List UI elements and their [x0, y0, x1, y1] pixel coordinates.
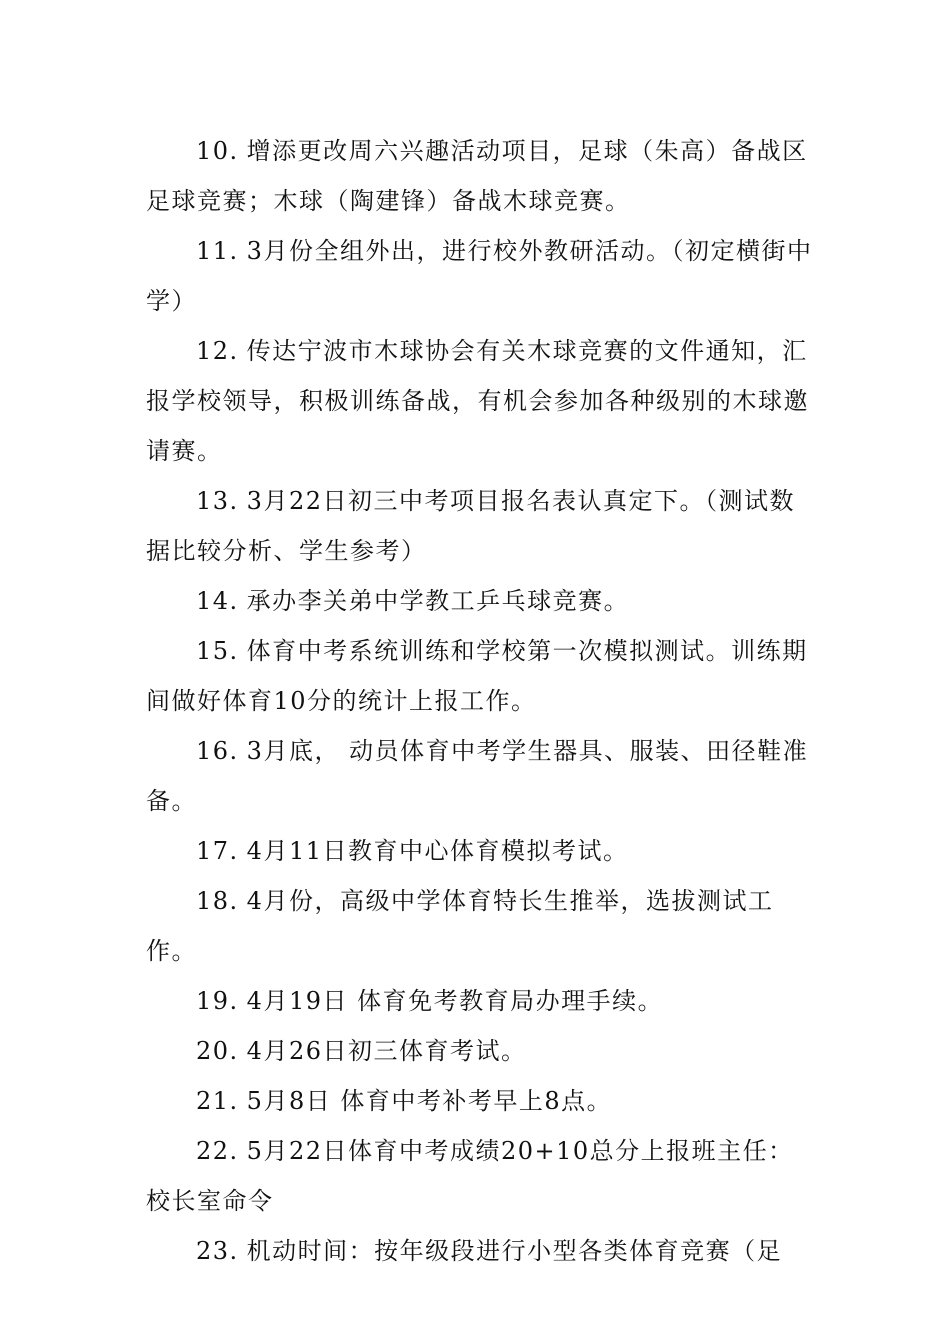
list-item — [146, 826, 816, 876]
list-item — [146, 626, 816, 726]
item-number: 20. — [196, 1037, 239, 1065]
list-item — [146, 326, 816, 476]
document-body — [146, 126, 816, 1276]
list-item — [146, 576, 816, 626]
item-text: 5月8日 体育中考补考早上8点。 — [246, 1087, 613, 1115]
item-number: 23. — [196, 1237, 239, 1265]
item-text: 5月22日体育中考成绩20+10总分上报班主任：校长室命令 — [146, 1137, 794, 1215]
item-text: 3月份全组外出，进行校外教研活动。（初定横街中学） — [146, 237, 813, 315]
list-item — [146, 226, 816, 326]
item-number: 15. — [196, 637, 239, 665]
item-number: 14. — [196, 587, 239, 615]
item-number: 16. — [196, 737, 239, 765]
item-text: 机动时间：按年级段进行小型各类体育竞赛（足 — [246, 1237, 783, 1265]
item-text: 体育中考系统训练和学校第一次模拟测试。训练期间做好体育10分的统计上报工作。 — [146, 637, 808, 715]
list-item — [146, 1226, 816, 1276]
list-item — [146, 1126, 816, 1226]
item-number: 22. — [196, 1137, 239, 1165]
item-number: 13. — [196, 487, 239, 515]
item-number: 21. — [196, 1087, 239, 1115]
item-number: 11. — [196, 237, 239, 265]
item-text: 传达宁波市木球协会有关木球竞赛的文件通知，汇报学校领导，积极训练备战，有机会参加各种级别的木球邀请赛。 — [146, 337, 809, 465]
item-text: 承办李关弟中学教工乒乓球竞赛。 — [246, 587, 630, 615]
item-number: 10. — [196, 137, 239, 165]
list-item — [146, 126, 816, 226]
item-text: 增添更改周六兴趣活动项目，足球（朱高）备战区足球竞赛；木球（陶建锋）备战木球竞赛。 — [146, 137, 808, 215]
item-text: 4月份，高级中学体育特长生推举，选拔测试工作。 — [146, 887, 774, 965]
item-text: 4月26日初三体育考试。 — [246, 1037, 527, 1065]
list-item — [146, 976, 816, 1026]
item-number: 17. — [196, 837, 239, 865]
list-item — [146, 1026, 816, 1076]
item-number: 18. — [196, 887, 239, 915]
item-text: 3月22日初三中考项目报名表认真定下。（测试数据比较分析、学生参考） — [146, 487, 795, 565]
item-text: 3月底， 动员体育中考学生器具、服装、田径鞋准备。 — [146, 737, 809, 815]
list-item — [146, 1076, 816, 1126]
list-item — [146, 726, 816, 826]
list-item — [146, 476, 816, 576]
item-number: 12. — [196, 337, 239, 365]
item-number: 19. — [196, 987, 239, 1015]
item-text: 4月19日 体育免考教育局办理手续。 — [246, 987, 664, 1015]
item-text: 4月11日教育中心体育模拟考试。 — [246, 837, 629, 865]
list-item — [146, 876, 816, 976]
